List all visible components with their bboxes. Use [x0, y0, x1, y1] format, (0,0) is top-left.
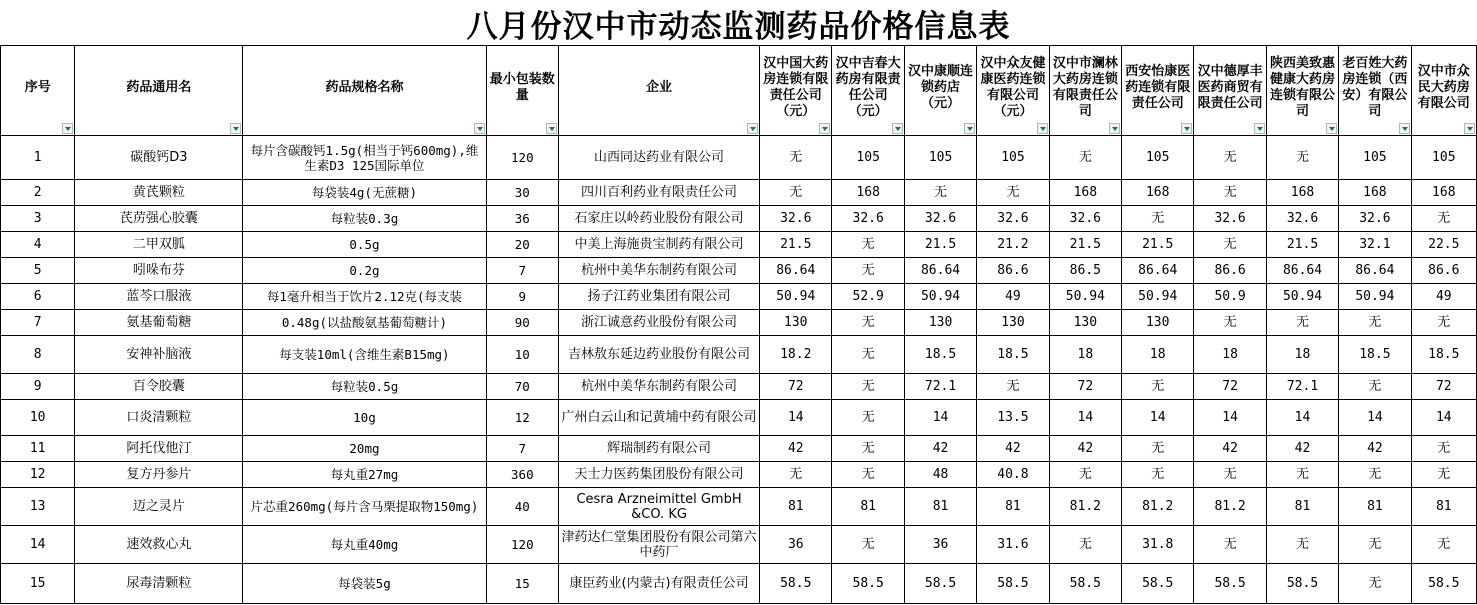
cell-price: 无 — [1339, 564, 1411, 604]
cell-price: 无 — [1339, 310, 1411, 336]
cell-generic-name: 阿托伐他汀 — [75, 436, 243, 462]
cell-price: 无 — [1411, 310, 1476, 336]
cell-price: 无 — [832, 336, 904, 374]
header-generic-name — [75, 46, 243, 136]
cell-price: 14 — [1339, 400, 1411, 436]
cell-price: 105 — [832, 136, 904, 180]
table-row — [1, 488, 1477, 526]
cell-company: 广州白云山和记黄埔中药有限公司 — [559, 400, 760, 436]
cell-price: 22.5 — [1411, 232, 1476, 258]
cell-price: 无 — [1194, 526, 1266, 564]
cell-price: 72.1 — [1266, 374, 1338, 400]
cell-company: 吉林敖东延边药业股份有限公司 — [559, 336, 760, 374]
cell-price: 86.64 — [760, 258, 832, 284]
cell-generic-name: 碳酸钙D3 — [75, 136, 243, 180]
header-label: 汉中市澜林大药房连锁有限责任公司 — [1052, 55, 1118, 119]
cell-price: 18.5 — [977, 336, 1049, 374]
cell-spec: 每丸重40mg — [243, 526, 486, 564]
filter-dropdown-icon[interactable] — [819, 123, 830, 134]
cell-price: 18.2 — [760, 336, 832, 374]
cell-price: 无 — [1194, 136, 1266, 180]
header-store-laobaixing — [1339, 46, 1411, 136]
cell-price: 52.9 — [832, 284, 904, 310]
cell-price: 32.6 — [977, 206, 1049, 232]
cell-index: 8 — [1, 336, 75, 374]
cell-price: 86.5 — [1049, 258, 1121, 284]
cell-price: 58.5 — [1049, 564, 1121, 604]
cell-pack-qty: 7 — [486, 436, 558, 462]
cell-price: 14 — [1122, 400, 1194, 436]
cell-price: 无 — [1194, 310, 1266, 336]
cell-company: 辉瑞制药有限公司 — [559, 436, 760, 462]
cell-price: 18.5 — [1339, 336, 1411, 374]
table-row — [1, 206, 1477, 232]
cell-price: 无 — [1194, 180, 1266, 206]
header-label: 汉中吉春大药房有限责任公司（元） — [835, 55, 901, 119]
filter-dropdown-icon[interactable] — [230, 123, 241, 134]
filter-dropdown-icon[interactable] — [62, 123, 73, 134]
cell-price: 14 — [760, 400, 832, 436]
cell-generic-name: 速效救心丸 — [75, 526, 243, 564]
header-index — [1, 46, 75, 136]
cell-index: 9 — [1, 374, 75, 400]
cell-price: 42 — [904, 436, 976, 462]
cell-spec: 每袋装5g — [243, 564, 486, 604]
cell-price: 无 — [977, 180, 1049, 206]
cell-price: 无 — [1266, 310, 1338, 336]
cell-price: 86.64 — [904, 258, 976, 284]
cell-price: 无 — [832, 462, 904, 488]
cell-price: 无 — [1339, 462, 1411, 488]
cell-price: 18 — [1266, 336, 1338, 374]
cell-index: 7 — [1, 310, 75, 336]
table-row — [1, 258, 1477, 284]
cell-company: 四川百利药业有限责任公司 — [559, 180, 760, 206]
cell-price: 81.2 — [1122, 488, 1194, 526]
cell-price: 无 — [1122, 206, 1194, 232]
cell-price: 168 — [1411, 180, 1476, 206]
cell-price: 42 — [1194, 436, 1266, 462]
cell-price: 32.6 — [1049, 206, 1121, 232]
cell-pack-qty: 120 — [486, 526, 558, 564]
cell-generic-name: 迈之灵片 — [75, 488, 243, 526]
cell-pack-qty: 90 — [486, 310, 558, 336]
header-company — [559, 46, 760, 136]
price-table — [0, 45, 1477, 604]
cell-index: 13 — [1, 488, 75, 526]
cell-company: 石家庄以岭药业股份有限公司 — [559, 206, 760, 232]
header-store-guoda — [760, 46, 832, 136]
cell-price: 50.94 — [904, 284, 976, 310]
header-label: 汉中康顺连锁药店（元） — [908, 63, 974, 111]
filter-dropdown-icon[interactable] — [747, 123, 758, 134]
cell-price: 无 — [904, 180, 976, 206]
cell-index: 11 — [1, 436, 75, 462]
table-row — [1, 436, 1477, 462]
filter-dropdown-icon[interactable] — [546, 123, 557, 134]
cell-price: 无 — [832, 400, 904, 436]
cell-price: 58.5 — [760, 564, 832, 604]
cell-company: 天士力医药集团股份有限公司 — [559, 462, 760, 488]
cell-price: 无 — [832, 310, 904, 336]
cell-price: 18 — [1194, 336, 1266, 374]
cell-company: 津药达仁堂集团股份有限公司第六中药厂 — [559, 526, 760, 564]
cell-price: 21.5 — [1122, 232, 1194, 258]
cell-price: 21.5 — [1049, 232, 1121, 258]
cell-price: 无 — [1122, 374, 1194, 400]
cell-price: 168 — [1266, 180, 1338, 206]
cell-price: 无 — [1339, 526, 1411, 564]
cell-price: 18 — [1049, 336, 1121, 374]
cell-spec: 0.48g(以盐酸氨基葡萄糖计) — [243, 310, 486, 336]
cell-price: 18 — [1122, 336, 1194, 374]
cell-price: 86.64 — [1266, 258, 1338, 284]
cell-price: 86.64 — [1122, 258, 1194, 284]
table-row — [1, 526, 1477, 564]
filter-dropdown-icon[interactable] — [892, 123, 903, 134]
cell-index: 5 — [1, 258, 75, 284]
cell-price: 32.1 — [1339, 232, 1411, 258]
cell-index: 6 — [1, 284, 75, 310]
cell-price: 48 — [904, 462, 976, 488]
cell-price: 无 — [977, 374, 1049, 400]
cell-price: 105 — [1339, 136, 1411, 180]
cell-price: 130 — [904, 310, 976, 336]
cell-generic-name: 尿毒清颗粒 — [75, 564, 243, 604]
header-row — [1, 46, 1477, 136]
cell-price: 无 — [1411, 206, 1476, 232]
cell-price: 无 — [1049, 526, 1121, 564]
cell-price: 14 — [1194, 400, 1266, 436]
cell-price: 无 — [1122, 436, 1194, 462]
cell-pack-qty: 10 — [486, 336, 558, 374]
cell-pack-qty: 20 — [486, 232, 558, 258]
cell-price: 50.94 — [1339, 284, 1411, 310]
cell-price: 无 — [1049, 462, 1121, 488]
cell-price: 81.2 — [1049, 488, 1121, 526]
cell-pack-qty: 40 — [486, 488, 558, 526]
cell-price: 无 — [1266, 136, 1338, 180]
header-store-kangshun — [904, 46, 976, 136]
cell-price: 32.6 — [760, 206, 832, 232]
cell-price: 36 — [760, 526, 832, 564]
header-store-meizhi — [1266, 46, 1338, 136]
cell-price: 无 — [832, 374, 904, 400]
cell-spec: 每粒装0.3g — [243, 206, 486, 232]
table-row — [1, 180, 1477, 206]
filter-dropdown-icon[interactable] — [1181, 123, 1192, 134]
cell-price: 无 — [1266, 526, 1338, 564]
cell-company: Cesra Arzneimittel GmbH &CO. KG — [559, 488, 760, 526]
cell-index: 10 — [1, 400, 75, 436]
table-row — [1, 336, 1477, 374]
cell-generic-name: 吲哚布芬 — [75, 258, 243, 284]
cell-price: 130 — [1122, 310, 1194, 336]
cell-price: 72.1 — [904, 374, 976, 400]
cell-price: 81 — [904, 488, 976, 526]
cell-spec: 每粒装0.5g — [243, 374, 486, 400]
cell-price: 168 — [1339, 180, 1411, 206]
cell-price: 无 — [1411, 462, 1476, 488]
cell-price: 58.5 — [1194, 564, 1266, 604]
header-label: 药品规格名称 — [325, 79, 404, 95]
cell-company: 康臣药业(内蒙古)有限责任公司 — [559, 564, 760, 604]
cell-price: 21.5 — [760, 232, 832, 258]
cell-price: 168 — [1049, 180, 1121, 206]
cell-price: 86.64 — [1339, 258, 1411, 284]
cell-price: 14 — [904, 400, 976, 436]
cell-company: 中美上海施贵宝制药有限公司 — [559, 232, 760, 258]
header-store-lanlin — [1049, 46, 1121, 136]
header-pack-qty — [486, 46, 558, 136]
cell-company: 扬子江药业集团有限公司 — [559, 284, 760, 310]
cell-price: 81 — [1339, 488, 1411, 526]
cell-price: 86.6 — [1194, 258, 1266, 284]
table-row — [1, 310, 1477, 336]
cell-spec: 20mg — [243, 436, 486, 462]
cell-price: 72 — [1049, 374, 1121, 400]
cell-pack-qty: 70 — [486, 374, 558, 400]
cell-price: 无 — [1194, 232, 1266, 258]
header-label: 老百姓大药房连锁（西安）有限公司 — [1342, 55, 1408, 119]
cell-price: 58.5 — [1266, 564, 1338, 604]
cell-price: 无 — [832, 258, 904, 284]
cell-price: 58.5 — [1411, 564, 1476, 604]
cell-price: 32.6 — [1339, 206, 1411, 232]
cell-price: 105 — [977, 136, 1049, 180]
filter-dropdown-icon[interactable] — [1464, 123, 1475, 134]
cell-price: 32.6 — [904, 206, 976, 232]
cell-price: 58.5 — [904, 564, 976, 604]
cell-price: 42 — [1049, 436, 1121, 462]
page-title: 八月份汉中市动态监测药品价格信息表 — [466, 8, 1011, 45]
cell-index: 4 — [1, 232, 75, 258]
cell-price: 31.8 — [1122, 526, 1194, 564]
cell-price: 130 — [1049, 310, 1121, 336]
filter-dropdown-icon[interactable] — [964, 123, 975, 134]
header-label: 汉中德厚丰医药商贸有限责任公司 — [1197, 63, 1263, 111]
cell-generic-name: 复方丹参片 — [75, 462, 243, 488]
cell-price: 无 — [760, 462, 832, 488]
cell-index: 15 — [1, 564, 75, 604]
cell-company: 杭州中美华东制药有限公司 — [559, 374, 760, 400]
cell-pack-qty: 36 — [486, 206, 558, 232]
cell-spec: 每片含碳酸钙1.5g(相当于钙600mg),维生素D3 125国际单位 — [243, 136, 486, 180]
table-row — [1, 232, 1477, 258]
cell-pack-qty: 30 — [486, 180, 558, 206]
table-row — [1, 462, 1477, 488]
cell-spec: 每1毫升相当于饮片2.12克(每支装 — [243, 284, 486, 310]
cell-price: 31.6 — [977, 526, 1049, 564]
cell-price: 81 — [1411, 488, 1476, 526]
cell-price: 81 — [977, 488, 1049, 526]
cell-generic-name: 安神补脑液 — [75, 336, 243, 374]
header-label: 汉中市众民大药房有限公司 — [1417, 63, 1470, 111]
cell-price: 无 — [1122, 462, 1194, 488]
header-store-dehou — [1194, 46, 1266, 136]
header-label: 药品通用名 — [126, 79, 192, 95]
cell-price: 72 — [1411, 374, 1476, 400]
cell-price: 168 — [1122, 180, 1194, 206]
cell-pack-qty: 9 — [486, 284, 558, 310]
cell-price: 21.5 — [1266, 232, 1338, 258]
cell-spec: 每袋装4g(无蔗糖) — [243, 180, 486, 206]
cell-spec: 每支装10ml(含维生素B15mg) — [243, 336, 486, 374]
cell-price: 81 — [832, 488, 904, 526]
cell-price: 无 — [1339, 374, 1411, 400]
cell-price: 72 — [760, 374, 832, 400]
cell-spec: 片芯重260mg(每片含马栗提取物150mg) — [243, 488, 486, 526]
cell-pack-qty: 120 — [486, 136, 558, 180]
cell-price: 32.6 — [1194, 206, 1266, 232]
cell-price: 81 — [760, 488, 832, 526]
cell-pack-qty: 12 — [486, 400, 558, 436]
header-label: 序号 — [24, 79, 51, 95]
cell-price: 50.94 — [1049, 284, 1121, 310]
cell-spec: 0.2g — [243, 258, 486, 284]
cell-spec: 每丸重27mg — [243, 462, 486, 488]
cell-price: 无 — [832, 436, 904, 462]
filter-dropdown-icon[interactable] — [1037, 123, 1048, 134]
cell-pack-qty: 7 — [486, 258, 558, 284]
header-label: 陕西美致惠健康大药房连锁有限公司 — [1270, 55, 1336, 119]
cell-price: 无 — [760, 180, 832, 206]
cell-price: 18.5 — [1411, 336, 1476, 374]
cell-price: 无 — [1049, 136, 1121, 180]
cell-price: 18.5 — [904, 336, 976, 374]
cell-price: 81 — [1266, 488, 1338, 526]
cell-pack-qty: 15 — [486, 564, 558, 604]
cell-company: 山西同达药业有限公司 — [559, 136, 760, 180]
cell-price: 32.6 — [832, 206, 904, 232]
header-store-jichun — [832, 46, 904, 136]
cell-pack-qty: 360 — [486, 462, 558, 488]
cell-spec: 0.5g — [243, 232, 486, 258]
cell-price: 无 — [760, 136, 832, 180]
cell-index: 12 — [1, 462, 75, 488]
header-label: 企业 — [646, 79, 673, 95]
table-row — [1, 136, 1477, 180]
cell-price: 13.5 — [977, 400, 1049, 436]
cell-generic-name: 百令胶囊 — [75, 374, 243, 400]
cell-price: 50.94 — [1122, 284, 1194, 310]
header-label: 西安怡康医药连锁有限责任公司 — [1125, 63, 1191, 111]
filter-dropdown-icon[interactable] — [1326, 123, 1337, 134]
cell-price: 105 — [1122, 136, 1194, 180]
cell-price: 无 — [1194, 462, 1266, 488]
cell-generic-name: 芪苈强心胶囊 — [75, 206, 243, 232]
table-row — [1, 374, 1477, 400]
cell-price: 105 — [904, 136, 976, 180]
cell-index: 2 — [1, 180, 75, 206]
cell-price: 无 — [1411, 436, 1476, 462]
cell-price: 50.9 — [1194, 284, 1266, 310]
cell-price: 130 — [977, 310, 1049, 336]
cell-price: 50.94 — [1266, 284, 1338, 310]
cell-price: 14 — [1266, 400, 1338, 436]
cell-generic-name: 黄芪颗粒 — [75, 180, 243, 206]
cell-price: 86.6 — [977, 258, 1049, 284]
header-spec — [243, 46, 486, 136]
cell-price: 58.5 — [977, 564, 1049, 604]
filter-dropdown-icon[interactable] — [1254, 123, 1265, 134]
filter-dropdown-icon[interactable] — [1109, 123, 1120, 134]
cell-price: 58.5 — [1122, 564, 1194, 604]
cell-index: 1 — [1, 136, 75, 180]
table-row — [1, 564, 1477, 604]
cell-company: 杭州中美华东制药有限公司 — [559, 258, 760, 284]
cell-price: 58.5 — [832, 564, 904, 604]
cell-index: 3 — [1, 206, 75, 232]
cell-price: 36 — [904, 526, 976, 564]
cell-price: 130 — [760, 310, 832, 336]
cell-price: 40.8 — [977, 462, 1049, 488]
header-label: 汉中国大药房连锁有限责任公司（元） — [763, 55, 829, 119]
cell-price: 无 — [1266, 462, 1338, 488]
cell-price: 72 — [1194, 374, 1266, 400]
header-store-zhongyou — [977, 46, 1049, 136]
cell-price: 14 — [1411, 400, 1476, 436]
cell-price: 42 — [760, 436, 832, 462]
cell-price: 21.5 — [904, 232, 976, 258]
filter-dropdown-icon[interactable] — [474, 123, 485, 134]
cell-price: 无 — [832, 526, 904, 564]
cell-generic-name: 氨基葡萄糖 — [75, 310, 243, 336]
cell-price: 42 — [977, 436, 1049, 462]
cell-spec: 10g — [243, 400, 486, 436]
cell-index: 14 — [1, 526, 75, 564]
cell-price: 32.6 — [1266, 206, 1338, 232]
header-store-zhongmin — [1411, 46, 1476, 136]
cell-generic-name: 蓝芩口服液 — [75, 284, 243, 310]
cell-price: 49 — [977, 284, 1049, 310]
cell-price: 42 — [1266, 436, 1338, 462]
cell-generic-name: 口炎清颗粒 — [75, 400, 243, 436]
cell-price: 无 — [832, 232, 904, 258]
cell-price: 无 — [1411, 526, 1476, 564]
cell-price: 86.6 — [1411, 258, 1476, 284]
cell-company: 浙江诚意药业股份有限公司 — [559, 310, 760, 336]
cell-price: 105 — [1411, 136, 1476, 180]
header-label: 最小包装数量 — [489, 71, 555, 103]
cell-price: 81.2 — [1194, 488, 1266, 526]
table-row — [1, 284, 1477, 310]
cell-price: 42 — [1339, 436, 1411, 462]
filter-dropdown-icon[interactable] — [1399, 123, 1410, 134]
header-label: 汉中众友健康医药连锁有限公司（元） — [980, 55, 1046, 119]
header-store-yikang — [1122, 46, 1194, 136]
cell-price: 50.94 — [760, 284, 832, 310]
cell-generic-name: 二甲双胍 — [75, 232, 243, 258]
cell-price: 168 — [832, 180, 904, 206]
cell-price: 21.2 — [977, 232, 1049, 258]
table-row — [1, 400, 1477, 436]
cell-price: 14 — [1049, 400, 1121, 436]
cell-price: 49 — [1411, 284, 1476, 310]
